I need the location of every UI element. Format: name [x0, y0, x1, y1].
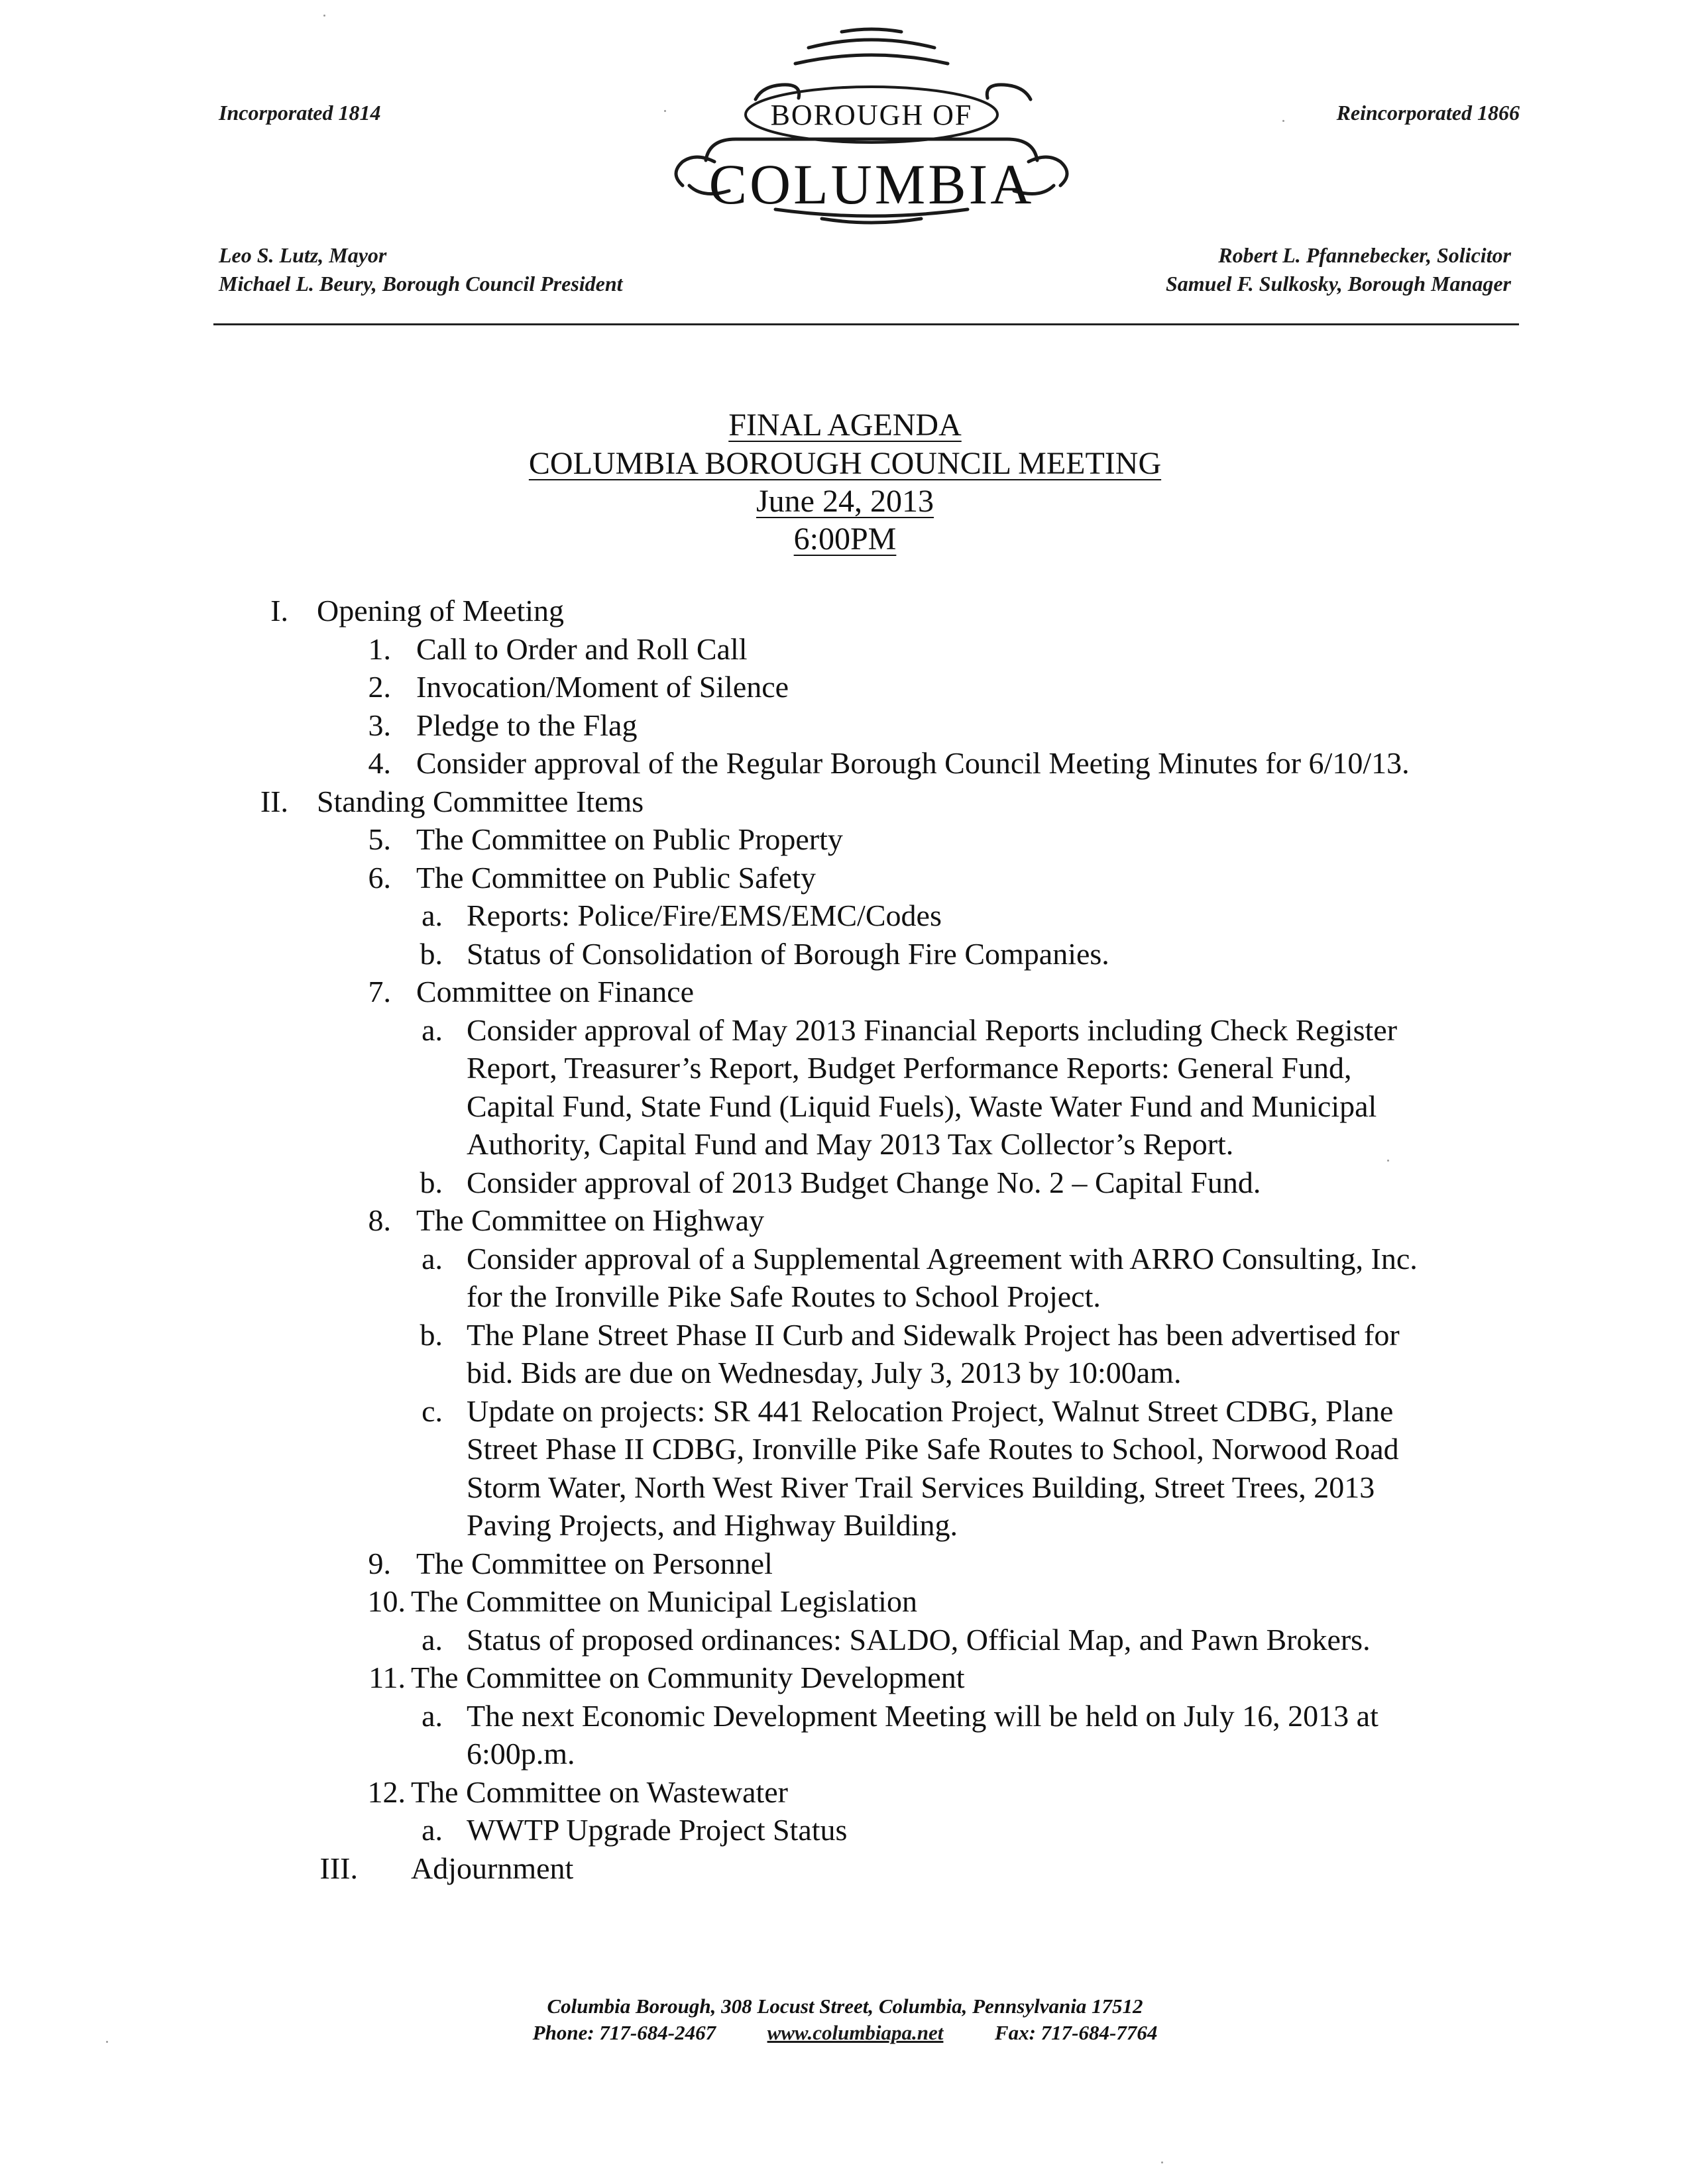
agenda-subitem-continued: Authority, Capital Fund and May 2013 Tax Collector’s Report.	[467, 1127, 1234, 1161]
borough-logo	[643, 20, 1100, 225]
council-president-text: Michael L. Beury, Borough Council President	[219, 272, 623, 296]
agenda-item: 3. Pledge to the Flag	[368, 708, 638, 742]
agenda-subitem-continued: Storm Water, North West River Trail Services Building, Street Trees, 2013	[467, 1470, 1375, 1504]
agenda-item: 6. The Committee on Public Safety	[368, 860, 817, 895]
scan-speck	[1161, 2161, 1163, 2163]
agenda-subitem: c. Update on projects: SR 441 Relocation Project, Walnut Street CDBG, Plane	[422, 1393, 1394, 1428]
agenda-subitem: a. Consider approval of May 2013 Financial Reports including Check Register	[422, 1012, 1398, 1047]
agenda-item: 7. Committee on Finance	[368, 975, 695, 1009]
section-row: II. Standing Committee Items	[0, 783, 1690, 821]
agenda-subitem-continued: 6:00p.m.	[467, 1737, 575, 1771]
agenda-subitem-continued: for the Ironville Pike Safe Routes to School Project.	[467, 1280, 1101, 1313]
borough-manager-text: Samuel F. Sulkosky, Borough Manager	[1165, 272, 1511, 296]
agenda-item: 4. Consider approval of the Regular Borough Council Meeting Minutes for 6/10/13.	[368, 746, 1410, 780]
logo-main-text: COLUMBIA	[708, 152, 1035, 216]
agenda-subitem: a. Reports: Police/Fire/EMS/EMC/Codes	[422, 899, 942, 932]
footer-contact	[0, 2021, 1690, 2045]
scan-speck	[1282, 120, 1284, 122]
agenda-subitem: a. Consider approval of a Supplemental Agreement with ARRO Consulting, Inc.	[422, 1241, 1418, 1276]
solicitor-text: Robert L. Pfannebecker, Solicitor	[1218, 243, 1511, 267]
agenda-item: 12. The Committee on Wastewater	[367, 1774, 789, 1809]
scan-speck	[1387, 1160, 1389, 1162]
mayor-text: Leo S. Lutz, Mayor	[219, 243, 387, 267]
section-title: Adjournment	[411, 1851, 574, 1885]
agenda-subitem: b. The Plane Street Phase II Curb and Sidewalk Project has been advertised for	[420, 1317, 1400, 1352]
section-title: Opening of Meeting	[317, 594, 565, 628]
incorporated-text: Incorporated 1814	[219, 101, 381, 125]
footer-phone: Phone: 717-684-2467	[532, 2021, 716, 2044]
meeting-time: 6:00PM	[793, 521, 897, 557]
footer-fax: Fax: 717-684-7764	[994, 2021, 1158, 2044]
agenda-subitem: a. Status of proposed ordinances: SALDO, Official Map, and Pawn Brokers.	[422, 1622, 1371, 1657]
title-meeting: COLUMBIA BOROUGH COUNCIL MEETING	[528, 446, 1162, 481]
footer-address: Columbia Borough, 308 Locust Street, Columbia, Pennsylvania 17512	[547, 1994, 1143, 2018]
title-final-agenda: FINAL AGENDA	[728, 408, 962, 443]
scan-speck	[106, 2041, 108, 2043]
reincorporated-text: Reincorporated 1866	[1336, 101, 1520, 125]
agenda-item: 9. The Committee on Personnel	[368, 1546, 773, 1580]
footer-website-link[interactable]: www.columbiapa.net	[767, 2021, 944, 2044]
meeting-date: June 24, 2013	[756, 484, 934, 519]
section-row: I. Opening of Meeting	[0, 592, 1690, 630]
agenda-item: 8. The Committee on Highway	[368, 1203, 765, 1237]
agenda-subitem-continued: bid. Bids are due on Wednesday, July 3, 2013 by 10:00am.	[467, 1356, 1182, 1390]
agenda-item: 5. The Committee on Public Property	[368, 822, 843, 856]
section-row: III. Adjournment	[0, 1849, 1690, 1888]
agenda-subitem: b. Status of Consolidation of Borough Fire Companies.	[420, 936, 1109, 971]
agenda-item: 1. Call to Order and Roll Call	[368, 631, 748, 666]
agenda-subitem-continued: Paving Projects, and Highway Building.	[467, 1508, 958, 1542]
agenda-subitem: a. The next Economic Development Meeting will be held on July 16, 2013 at	[422, 1698, 1379, 1733]
agenda-subitem: a. WWTP Upgrade Project Status	[422, 1813, 848, 1847]
agenda-subitem-continued: Report, Treasurer’s Report, Budget Performance Reports: General Fund,	[467, 1051, 1352, 1085]
scan-speck	[664, 110, 666, 112]
header-divider	[213, 323, 1519, 325]
agenda-list	[0, 592, 1690, 1887]
agenda-subitem-continued: Street Phase II CDBG, Ironville Pike Safe Routes to School, Norwood Road	[467, 1432, 1399, 1466]
section-title: Standing Committee Items	[317, 784, 644, 818]
agenda-item: 10. The Committee on Municipal Legislation	[367, 1584, 917, 1618]
agenda-subitem: b. Consider approval of 2013 Budget Change No. 2 – Capital Fund.	[420, 1165, 1261, 1199]
logo-top-text: BOROUGH OF	[770, 99, 973, 131]
agenda-item: 2. Invocation/Moment of Silence	[368, 670, 789, 704]
agenda-subitem-continued: Capital Fund, State Fund (Liquid Fuels), Waste Water Fund and Municipal	[467, 1089, 1377, 1123]
scan-speck	[323, 15, 325, 17]
agenda-item: 11. The Committee on Community Development	[368, 1661, 965, 1694]
